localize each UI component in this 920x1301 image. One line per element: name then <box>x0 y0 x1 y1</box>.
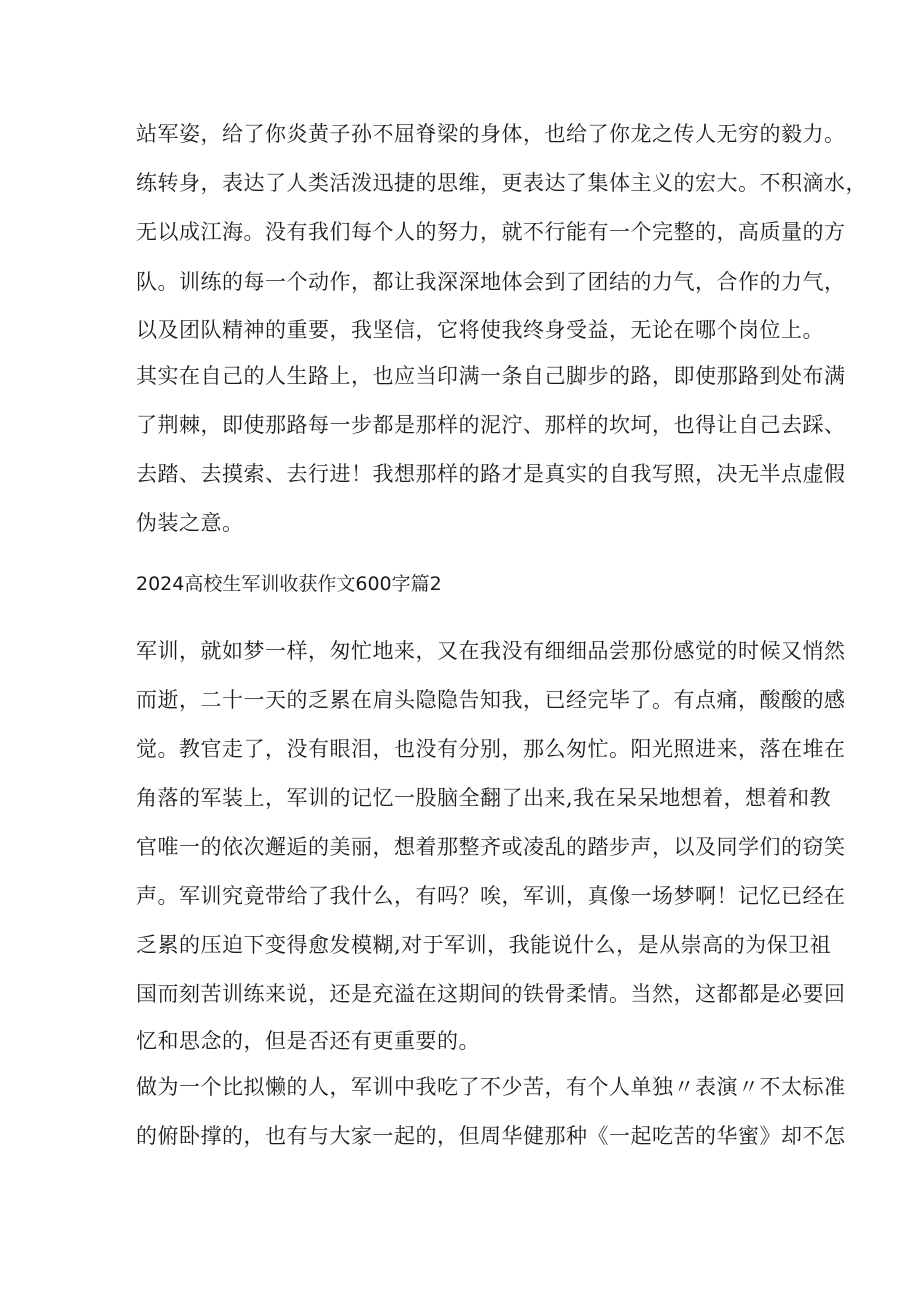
text-line: 而逝，二十一天的乏累在肩头隐隐告知我，已经完毕了。有点痛，酸酸的感 <box>136 688 846 712</box>
text-line: 觉。教官走了，没有眼泪，也没有分别，那么匆忙。阳光照进来，落在堆在 <box>136 737 846 761</box>
text-line: 去踏、去摸索、去行进！我想那样的路才是真实的自我写照，决无半点虚假 <box>136 462 846 486</box>
text-line: 的俯卧撑的，也有与大家一起的，但周华健那种《一起吃苦的华蜜》却不怎 <box>136 1124 846 1148</box>
text-line: 以及团队精神的重要，我坚信，它将使我终身受益，无论在哪个岗位上。 <box>136 318 824 342</box>
text-line: 乏累的压迫下变得愈发模糊,对于军训，我能说什么，是从崇高的为保卫祖 <box>136 933 832 957</box>
text-line: 了荆棘，即使那路每一步都是那样的泥泞、那样的坎坷，也得让自己去踩、 <box>136 413 846 437</box>
text-line: 角落的军装上，军训的记忆一股脑全翻了出来,我在呆呆地想着，想着和教 <box>136 786 832 810</box>
text-line: 做为一个比拟懒的人，军训中我吃了不少苦，有个人单独〃表演〃不太标准 <box>136 1075 846 1099</box>
text-line: 站军姿，给了你炎黄子孙不屈脊梁的身体，也给了你龙之传人无穷的毅力。 <box>136 122 846 146</box>
section-heading: 2024高校生军训收获作文600字篇2 <box>136 573 442 595</box>
text-line: 队。训练的每一个动作，都让我深深地体会到了团结的力气，合作的力气， <box>136 270 846 294</box>
text-line: 其实在自己的人生路上，也应当印满一条自己脚步的路，即使那路到处布满 <box>136 364 846 388</box>
text-line: 官唯一的依次邂逅的美丽，想着那整齐或凌乱的踏步声，以及同学们的窃笑 <box>136 835 846 859</box>
text-line: 练转身，表达了人类活泼迅捷的思维，更表达了集体主义的宏大。不积滴水， <box>136 171 867 195</box>
text-line: 无以成江海。没有我们每个人的努力，就不行能有一个完整的，高质量的方 <box>136 220 846 244</box>
text-line: 军训，就如梦一样，匆忙地来，又在我没有细细品尝那份感觉的时候又悄然 <box>136 639 846 663</box>
text-line: 声。军训究竟带给了我什么，有吗？唉，军训，真像一场梦啊！记忆已经在 <box>136 884 846 908</box>
text-line: 国而刻苦训练来说，还是充溢在这期间的铁骨柔情。当然，这都都是必要回 <box>136 982 846 1006</box>
text-line: 伪装之意。 <box>136 511 244 535</box>
text-line: 忆和思念的，但是否还有更重要的。 <box>136 1029 480 1053</box>
